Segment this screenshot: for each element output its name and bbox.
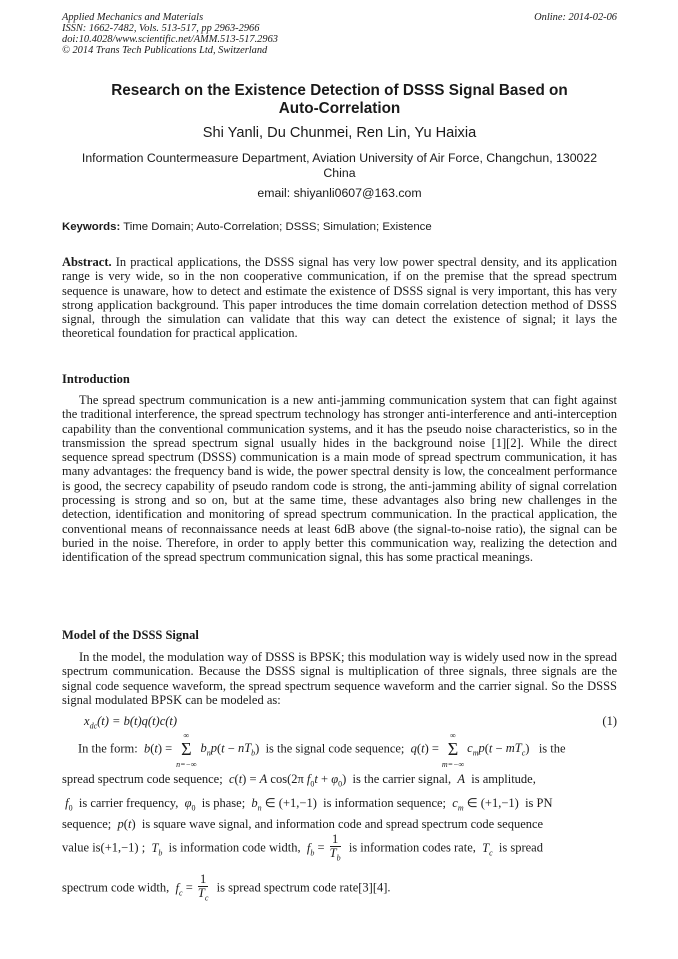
online-date: Online: 2014-02-06 (534, 12, 617, 23)
math-line-3: $f_0$ is carrier frequency, $\varphi_0$ is phase; $b_n$ ∈ (+1,−1) is information sequence; $c_m$ ∈ (+1,−1) is PN (65, 796, 553, 813)
text-fragment: value is (62, 840, 101, 855)
sum-symbol: ∞ Σ n=−∞ (176, 731, 197, 769)
journal-name: Applied Mechanics and Materials (62, 12, 204, 23)
introduction-paragraph: The spread spectrum communication is a new anti-jamming communication system that can fight against the traditional interference, the spread spectrum technology has stronger anti-interference and anti-interception capability than the conventional communication systems, and it has the pseudo noise characteristics, so in the transmission the spread spectrum signal usually hides in the background noise [1][2]. While the direct sequence spread spectrum (DSSS) communication is a main mode of spread spectrum communication, it has many advantages: the frequency band is wide, the power spectral density is low, the concealment performance is good, the secrecy capability of pseudo random code is strong, the anti-jamming ability of signal correlation processing is strong and so on, but at the same time, these advantages also bring new challenges in the detection, identification and monitoring of spread spectrum communication. In the practical application, the conventional means of reconnaissance needs at least 6dB above (the signal-to-noise ratio), the signal can be buried in the noise. Therefore, in order to apply better this communication way, realizing the detection and identification of the spread spectrum communication signal, this has some practical meanings. (62, 393, 617, 565)
fraction: $\frac{1}{T_b}$ (329, 832, 341, 863)
text-fragment: is amplitude, (471, 772, 536, 786)
text-fragment: In the form: (78, 741, 138, 756)
title-line-2: Auto-Correlation (278, 100, 401, 117)
keywords-label: Keywords: (62, 221, 121, 233)
abstract-text: In practical applications, the DSSS signal has very low power spectral density, and its application range is very wide, so in the non cooperative communication, if on the premise that the spread spectrum sequence is unaware, how to detect and estimate the existence of DSSS signal is very important, this has very strong application background. This paper introduces the time domain correlation detection method of DSSS signal, through the simulation can validate that this way can detect the existence of signal; it lays the theoretical foundation for practical application. (62, 255, 617, 341)
text-fragment: is square wave signal, and information code and spread spectrum code sequence (141, 817, 544, 831)
abstract-label: Abstract. (62, 255, 112, 269)
math-line-1: In the form: b(t) = ∞ Σ n=−∞ $b_np(t - nT_b)$ is the signal code sequence; q(t) = ∞ Σ m=−∞ $c_mp(t - mT_c)$ is the (78, 731, 566, 769)
text-fragment: is spread (498, 840, 543, 855)
text-fragment: is spread spectrum code rate[3][4]. (216, 880, 391, 895)
text-fragment: spectrum code width, (62, 880, 170, 895)
text-fragment: is phase; (201, 796, 246, 810)
text-fragment: is the carrier signal, (352, 772, 452, 786)
equation-number: (1) (602, 714, 617, 728)
text-fragment: is information codes rate, (348, 840, 476, 855)
affiliation (62, 151, 617, 181)
text-fragment: is carrier frequency, (78, 796, 179, 810)
author-email: email: shiyanli0607@163.com (257, 186, 422, 200)
text-fragment: sequence; (62, 817, 112, 831)
math-line-5: value is(+1,−1) ; $T_b$ is information code width, $f_b$ = $\frac{1}{T_b}$ is information codes rate, $T_c$ is spread (62, 832, 543, 863)
model-paragraph: In the model, the modulation way of DSSS is BPSK; this modulation way is widely used now in the spread spectrum communication. Because the DSSS signal is multiplication of three signals, three signals are the signal code sequence waveform, the spread spectrum sequence waveform and the carrier signal. So the DSSS signal modulated BPSK can be modeled as: (62, 650, 617, 707)
paper-title (62, 82, 617, 118)
issn-line: ISSN: 1662-7482, Vols. 513-517, pp 2963-2966 (62, 23, 260, 34)
text-fragment: is information code width, (168, 840, 301, 855)
keywords-section (62, 220, 617, 234)
copyright-line: © 2014 Trans Tech Publications Ltd, Switzerland (62, 45, 268, 56)
abstract-paragraph (62, 255, 617, 341)
text-fragment: is the signal code sequence; (265, 741, 405, 756)
fraction: $\frac{1}{T_c}$ (197, 872, 209, 903)
journal-header (62, 12, 617, 56)
text-fragment: is information sequence; (323, 796, 447, 810)
math-line-2: spread spectrum code sequence; c(t) = A cos(2π $f_0t + \varphi_0$) is the carrier signal, A is amplitude, (62, 772, 536, 789)
doi-line: doi:10.4028/www.scientific.net/AMM.513-517.2963 (62, 34, 278, 45)
section-heading-model: Model of the DSSS Signal (62, 628, 199, 642)
sum-symbol: ∞ Σ m=−∞ (441, 731, 465, 769)
affiliation-line-2: China (323, 166, 356, 180)
title-line-1: Research on the Existence Detection of DSSS Signal Based on (111, 82, 568, 99)
affiliation-line-1: Information Countermeasure Department, Aviation University of Air Force, Changchun, 130022 (81, 151, 598, 165)
text-fragment: spread spectrum code sequence; (62, 772, 223, 786)
text-fragment: is the (538, 741, 566, 756)
section-heading-introduction: Introduction (62, 372, 130, 386)
math-line-4: sequence; p(t) is square wave signal, and information code and spread spectrum code sequence (62, 817, 544, 831)
author-list: Shi Yanli, Du Chunmei, Ren Lin, Yu Haixia (202, 125, 477, 141)
text-fragment: is PN (525, 796, 553, 810)
keywords-text: Time Domain; Auto-Correlation; DSSS; Simulation; Existence (123, 221, 432, 233)
math-line-6: spectrum code width, $f_c$ = $\frac{1}{T_c}$ is spread spectrum code rate[3][4]. (62, 872, 391, 903)
equation-1: $x_{dc}(t) = b(t)q(t)c(t)$ (84, 714, 178, 731)
